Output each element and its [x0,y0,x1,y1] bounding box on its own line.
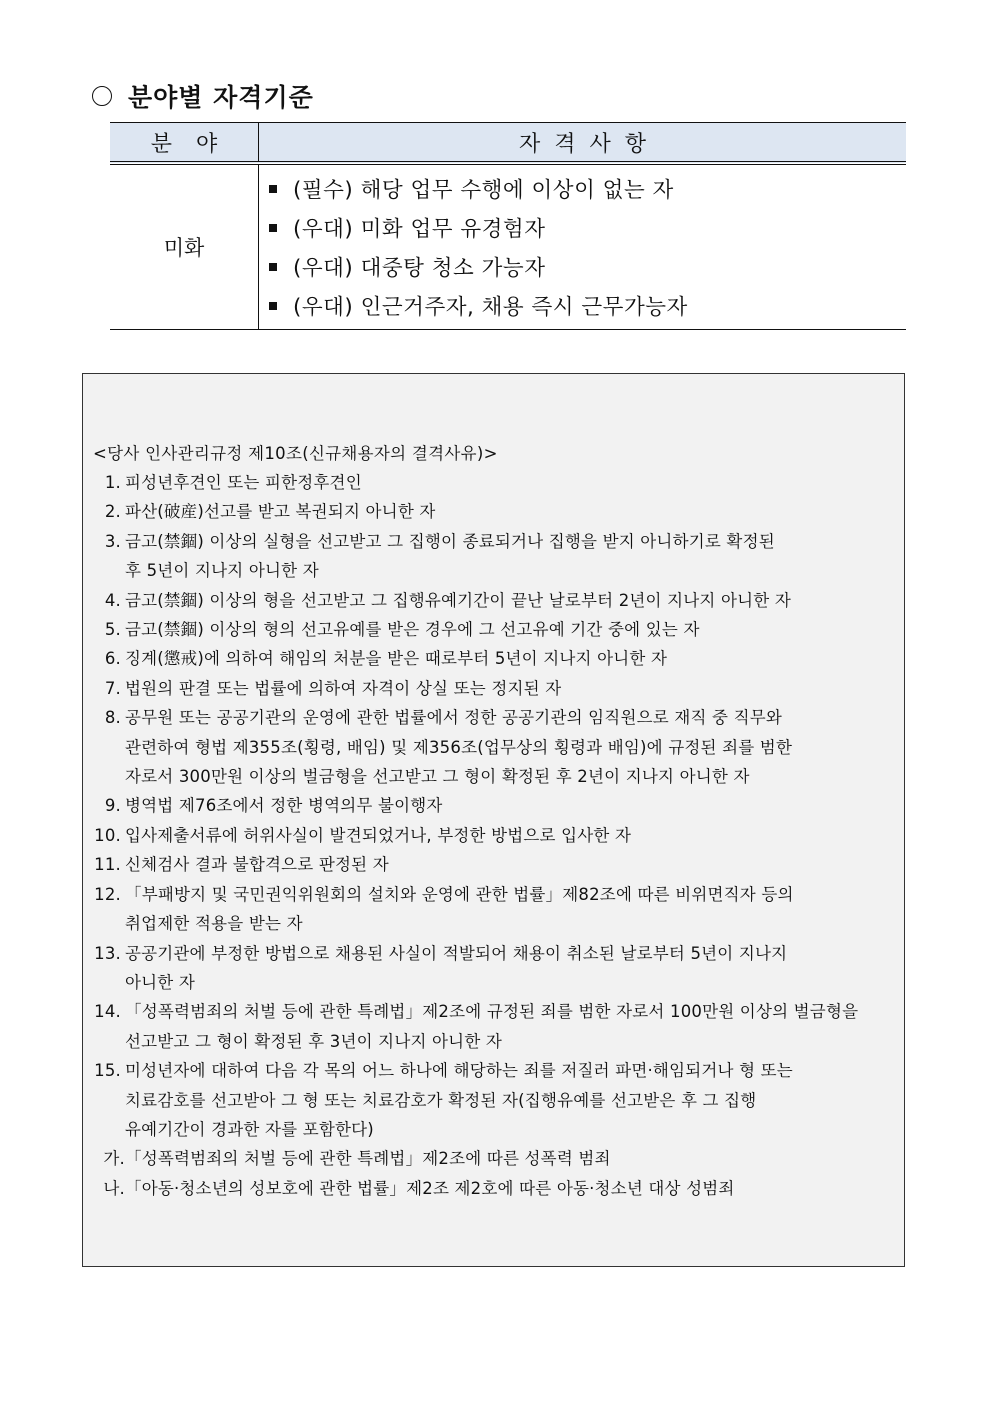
item-number: 15. [94,1061,121,1081]
sub-item-text: 「성폭력범죄의 처벌 등에 관한 특례법」제2조에 따른 성폭력 범죄 [125,1149,611,1169]
section-heading [92,78,314,114]
list-item [89,644,901,673]
item-number: 14. [94,1002,121,1022]
item-text: 신체검사 결과 불합격으로 판정된 자 [125,855,389,875]
item-text: 입사제출서류에 허위사실이 발견되었거나, 부정한 방법으로 입사한 자 [125,825,632,845]
list-item [89,1056,901,1144]
item-text: 공무원 또는 공공기관의 운영에 관한 법률에서 정한 공공기관의 임직원으로 재직 중 직무와 관련하여 형법 제355조(횡령, 배임) 및 제356조(업무상의 횡령과 배임)에 규정된 죄를 범한 자로서 300만원 이상의 벌금형을 선고받고 그 형이 확정된 후 2년이 지나지 아니한 자 [125,708,793,787]
list-item [89,615,901,644]
list-item [89,791,901,820]
qualification-table [110,122,906,330]
item-text: 금고(禁錮) 이상의 형의 선고유예를 받은 경우에 그 선고유예 기간 중에 있는 자 [125,620,700,640]
item-text: 피성년후견인 또는 피한정후견인 [125,473,362,492]
regulation-box [82,373,905,1267]
requirement-item [269,208,906,247]
list-item [89,997,901,1056]
item-text: 「부패방지 및 국민권익위원회의 설치와 운영에 관한 법률」제82조에 따른 비위면직자 등의 취업제한 적용을 받는 자 [125,884,794,934]
requirement-item [269,286,906,325]
sub-list-item [89,1144,901,1173]
item-number: 12. [94,884,121,904]
square-bullet-icon [269,302,277,310]
list-item [89,880,901,939]
list-item [89,586,901,615]
item-text: 미성년자에 대하여 다음 각 목의 어느 하나에 해당하는 죄를 저질러 파면·해임되거나 형 또는 치료감호를 선고받아 그 형 또는 치료감호가 확정된 자(집행유예를 선고받은 후 그 집행 유예기간이 경과한 자를 포함한다) [125,1061,793,1139]
requirement-text: (우대) 대중탕 청소 가능자 [293,256,546,281]
item-text: 병역법 제76조에서 정한 병역의무 불이행자 [125,796,443,816]
item-text: 금고(禁錮) 이상의 형을 선고받고 그 집행유예기간이 끝난 날로부터 2년이 지나지 아니한 자 [125,590,791,610]
list-item [89,674,901,703]
square-bullet-icon [269,185,277,193]
section-title: 분야별 자격기준 [128,83,314,112]
item-number: 6. [104,649,121,669]
item-text: 법원의 판결 또는 법률에 의하여 자격이 상실 또는 정지된 자 [125,678,562,698]
list-item [89,939,901,998]
item-text: 금고(禁錮) 이상의 실형을 선고받고 그 집행이 종료되거나 집행을 받지 아니하기로 확정된 후 5년이 지나지 아니한 자 [125,531,775,581]
item-number: 5. [104,620,121,640]
item-number: 7. [104,678,121,698]
square-bullet-icon [269,263,277,271]
field-cell: 미화 [110,163,259,330]
item-text: 공공기관에 부정한 방법으로 채용된 사실이 적발되어 채용이 취소된 날로부터 5년이 지나지 아니한 자 [125,943,788,992]
item-text: 징계(懲戒)에 의하여 해임의 처분을 받은 때로부터 5년이 지나지 아니한 자 [125,649,668,669]
header-field: 분야 [110,123,259,164]
list-item [89,497,901,526]
requirements-list [259,165,906,329]
item-number: 2. [104,502,121,522]
table-row [110,163,906,330]
sub-item-text: 「아동·청소년의 성보호에 관한 법률」제2조 제2호에 따른 아동·청소년 대상 성범죄 [125,1178,735,1198]
item-number: 3. [104,531,121,551]
header-qualification: 자격사항 [259,123,907,164]
requirement-item [269,247,906,286]
circle-bullet-icon [92,86,112,106]
disqualification-list [89,468,901,1203]
sub-item-number: 가. [103,1149,125,1169]
requirements-cell [259,163,907,330]
item-text: 「성폭력범죄의 처벌 등에 관한 특례법」제2조에 규정된 죄를 범한 자로서 100만원 이상의 벌금형을 선고받고 그 형이 확정된 후 3년이 지나지 아니한 자 [125,1002,859,1051]
list-item [89,821,901,850]
sub-item-number: 나. [103,1178,125,1198]
square-bullet-icon [269,224,277,232]
requirement-text: (필수) 해당 업무 수행에 이상이 없는 자 [293,178,674,203]
item-number: 1. [104,473,121,492]
item-number: 9. [104,796,121,816]
list-item [89,703,901,791]
item-number: 10. [94,825,121,845]
table-header-row [110,123,906,164]
list-item [89,850,901,879]
requirement-text: (우대) 미화 업무 유경험자 [293,217,546,242]
sub-list-item [89,1174,901,1203]
item-number: 4. [104,590,121,610]
requirement-text: (우대) 인근거주자, 채용 즉시 근무가능자 [293,295,688,320]
list-item [89,527,901,586]
list-item [89,468,901,497]
item-text: 파산(破産)선고를 받고 복권되지 아니한 자 [125,502,436,522]
item-number: 13. [94,943,121,963]
requirement-item [269,169,906,208]
regulation-title: <당사 인사관리규정 제10조(신규채용자의 결격사유)> [93,444,498,463]
item-number: 11. [94,855,121,875]
item-number: 8. [104,708,121,728]
